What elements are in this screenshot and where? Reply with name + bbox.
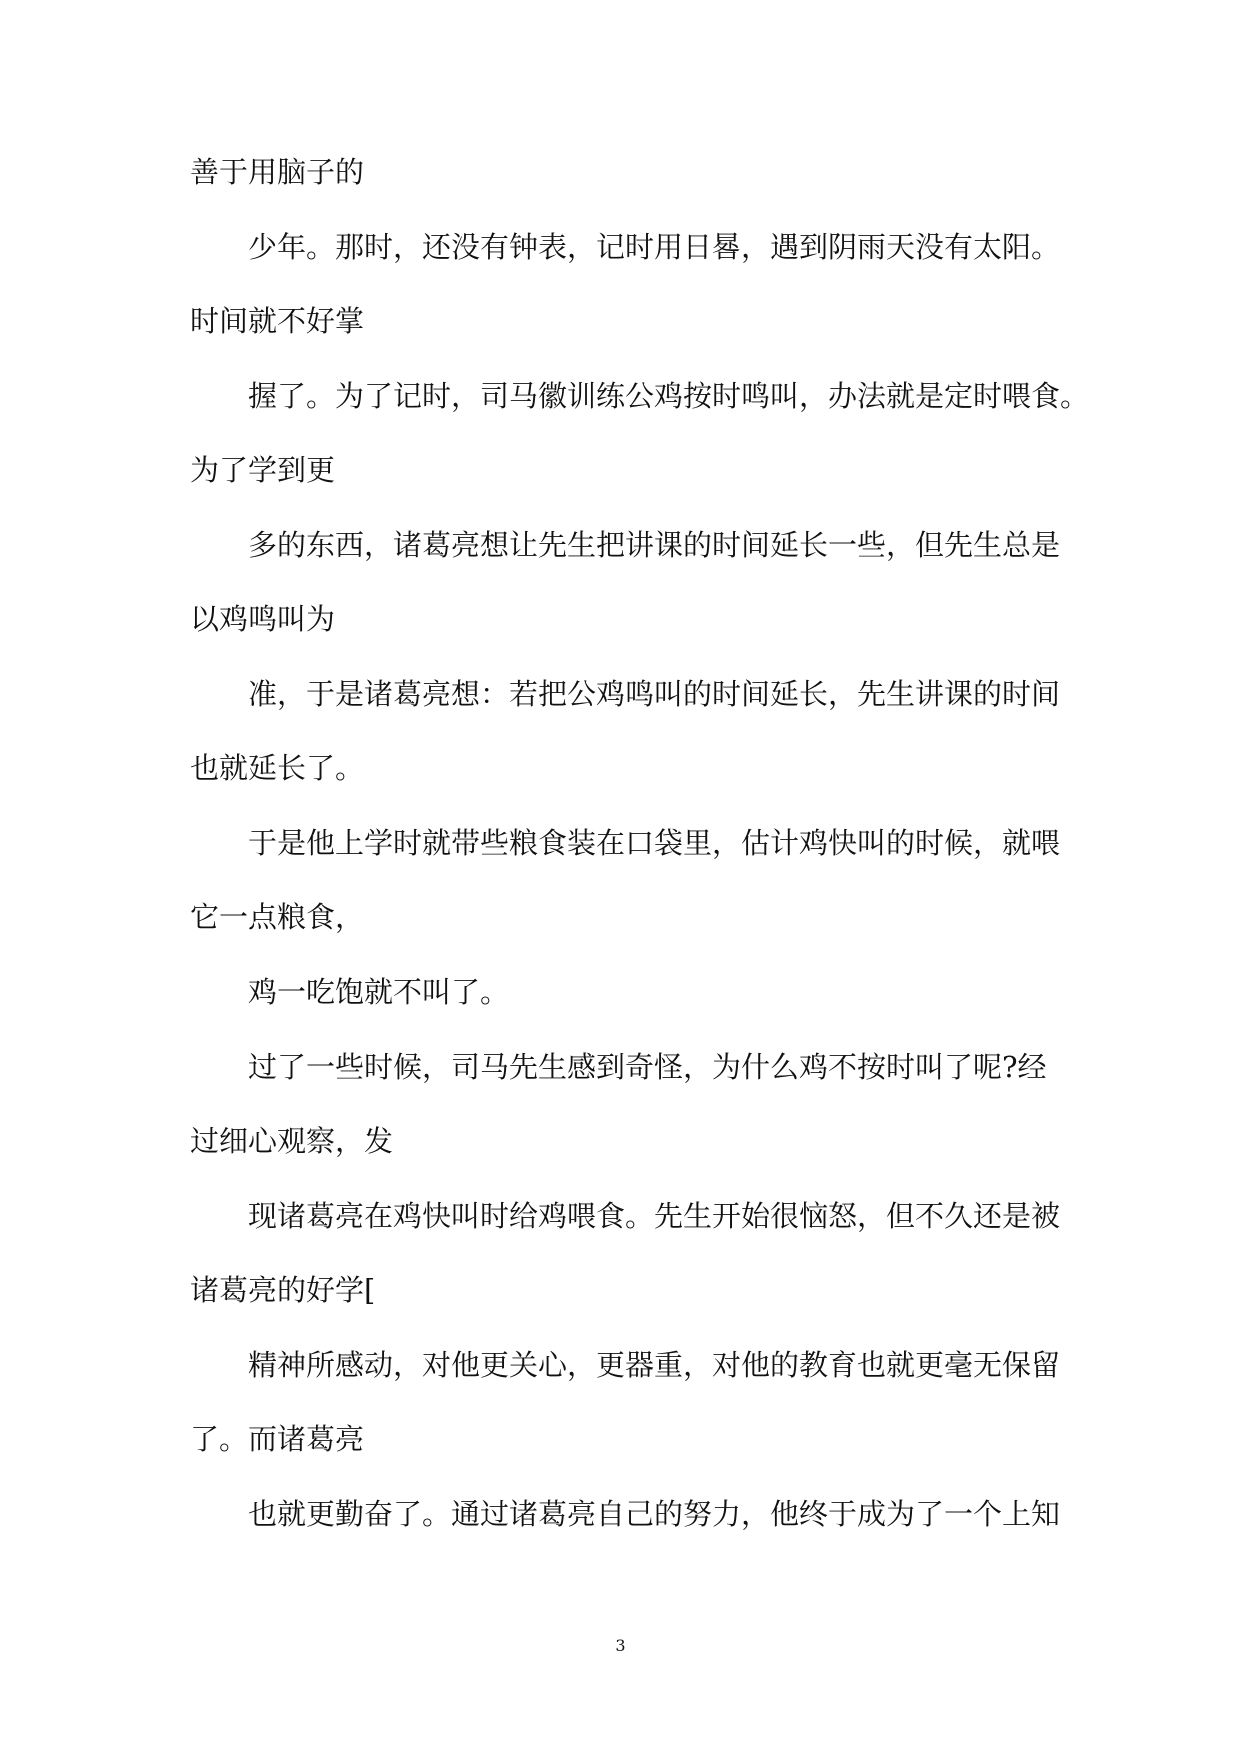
text-line: 善于用脑子的 [190, 155, 365, 189]
text-line: 过细心观察，发 [190, 1124, 394, 1158]
text-line: 握了。为了记时，司马徽训练公鸡按时鸣叫，办法就是定时喂食。 [248, 379, 1090, 413]
text-line: 诸葛亮的好学[ [190, 1273, 376, 1307]
text-line: 多的东西，诸葛亮想让先生把讲课的时间延长一些，但先生总是 [248, 528, 1061, 562]
text-line: 准，于是诸葛亮想：若把公鸡鸣叫的时间延长，先生讲课的时间 [248, 677, 1061, 711]
page-number: 3 [615, 1636, 626, 1655]
text-line: 于是他上学时就带些粮食装在口袋里，估计鸡快叫的时候，就喂 [248, 826, 1061, 860]
text-line: 也就延长了。 [190, 751, 365, 785]
text-line: 也就更勤奋了。通过诸葛亮自己的努力，他终于成为了一个上知 [248, 1497, 1061, 1531]
text-line: 它一点粮食， [190, 900, 365, 934]
text-line: 以鸡鸣叫为 [190, 602, 336, 636]
text-line: 时间就不好掌 [190, 304, 365, 338]
text-line: 鸡一吃饱就不叫了。 [248, 975, 510, 1009]
text-line: 现诸葛亮在鸡快叫时给鸡喂食。先生开始很恼怒，但不久还是被 [248, 1199, 1061, 1233]
text-line: 过了一些时候，司马先生感到奇怪，为什么鸡不按时叫了呢?经 [248, 1050, 1047, 1084]
text-line: 为了学到更 [190, 453, 336, 487]
text-line: 精神所感动，对他更关心，更器重，对他的教育也就更毫无保留 [248, 1348, 1061, 1382]
text-line: 了。而诸葛亮 [190, 1422, 365, 1456]
text-line: 少年。那时，还没有钟表，记时用日晷，遇到阴雨天没有太阳。 [248, 230, 1061, 264]
